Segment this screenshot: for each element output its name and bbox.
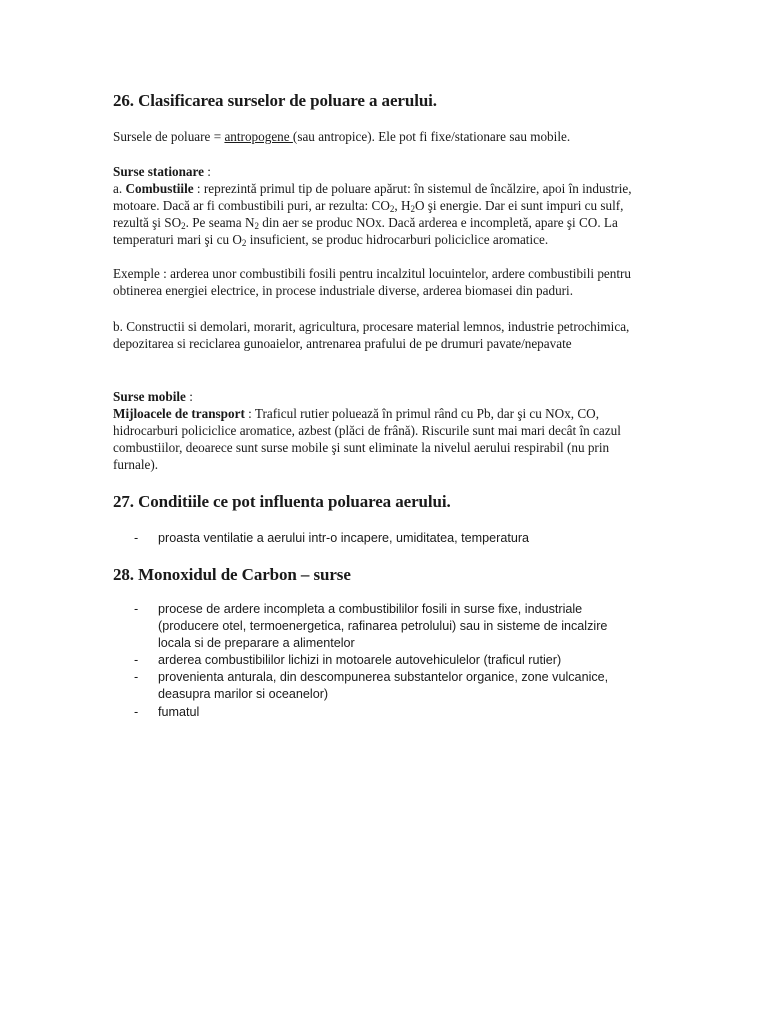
list-item-text: procese de ardere incompleta a combustibililor fosili in surse fixe, industriale (producere otel, termoenergetica, rafinarea petrolului) sau in sisteme de incalzire locala si de preparare a alimentelor — [158, 602, 608, 651]
exemple-paragraph: Exemple : arderea unor combustibili fosili pentru incalzitul locuintelor, ardere combustibili pentru obtinerea energiei electrice, in procese industriale diverse, arderea biomasei din paduri. — [113, 266, 632, 299]
list-item-text: provenienta anturala, din descompunerea substantelor organice, zone vulcanice, deasupra marilor si oceanelor) — [158, 670, 609, 702]
subscript: 2 — [254, 221, 259, 232]
combustiile-term: Combustiile — [125, 181, 194, 196]
list-item-text: fumatul — [158, 704, 200, 719]
section-27-heading: 27. Conditiile ce pot influenta poluarea aerului. — [113, 492, 451, 511]
list-item — [113, 704, 633, 721]
antropogene-term: antropogene — [224, 129, 293, 144]
text-fragment: insuficient, se produc hidrocarburi policiclice aromatice. — [246, 232, 549, 248]
dash-bullet: - — [134, 531, 139, 545]
surse-mobile-title — [113, 388, 633, 405]
dash-bullet: - — [134, 653, 139, 668]
subscript: 2 — [410, 204, 415, 215]
combustiile-paragraph — [113, 180, 633, 248]
subscript: 2 — [241, 238, 247, 249]
colon: : — [185, 389, 193, 404]
stationare-label: Surse stationare — [113, 164, 204, 179]
section-26-heading: 26. Clasificarea surselor de poluare a aerului. — [113, 91, 437, 110]
dash-bullet: - — [134, 704, 139, 719]
surse-stationare-title — [113, 163, 633, 180]
item-a-prefix: a. — [113, 181, 126, 196]
intro-text: Sursele de poluare = — [113, 129, 225, 144]
subscript: 2 — [389, 204, 395, 215]
text-fragment: . Pe seama N — [185, 215, 255, 231]
text-fragment: : reprezintă primul tip de poluare apărut: în sistemul de încălzire, apoi în industrie, motoare. Dacă ar fi combustibili puri, ar rezulta: CO — [113, 181, 632, 214]
text-fragment: din aer se produc NOx. Dacă arderea e incompletă, apare şi CO. La temperaturi mari şi cu O — [113, 215, 618, 248]
section-28-list — [113, 601, 633, 721]
section-27-list — [113, 530, 633, 547]
colon: : — [203, 164, 211, 179]
list-item — [113, 530, 633, 547]
dash-bullet: - — [134, 670, 139, 685]
mobile-label: Surse mobile — [113, 389, 186, 404]
text-fragment: O şi energie. Dar ei sunt impuri cu sulf, rezultă şi SO — [113, 198, 624, 231]
intro-text-rest: (sau antropice). Ele pot fi fixe/stationare sau mobile. — [292, 129, 571, 144]
transport-text: : Traficul rutier poluează în primul rând cu Pb, dar şi cu NOx, CO, hidrocarburi policiclice aromatice, azbest (plăci de frână). Riscurile sunt mai mari decât în cazul combustiilor, deoarece sunt surse mobile şi sunt eliminate la nivelul aerului respirabil (nu prin furnale). — [113, 406, 621, 473]
list-item-text: proasta ventilatie a aerului intr-o incapere, umiditatea, temperatura — [158, 531, 530, 545]
section-28-heading: 28. Monoxidul de Carbon – surse — [113, 565, 351, 584]
text-fragment: , H — [394, 198, 411, 214]
list-item — [113, 669, 633, 703]
dash-bullet: - — [134, 602, 139, 616]
item-b-paragraph: b. Constructii si demolari, morarit, agricultura, procesare material lemnos, industrie petrochimica, depozitarea si reciclarea gunoaielor, antrenarea prafului de pe drumuri pavate/nepavate — [113, 319, 630, 352]
transport-term: Mijloacele de transport — [113, 406, 245, 421]
intro-paragraph — [113, 128, 633, 145]
list-item-text: arderea combustibililor lichizi in motoarele autovehiculelor (traficul rutier) — [158, 653, 562, 668]
transport-paragraph — [113, 405, 633, 473]
list-item — [113, 652, 633, 669]
list-item — [113, 601, 633, 652]
subscript: 2 — [181, 221, 186, 232]
